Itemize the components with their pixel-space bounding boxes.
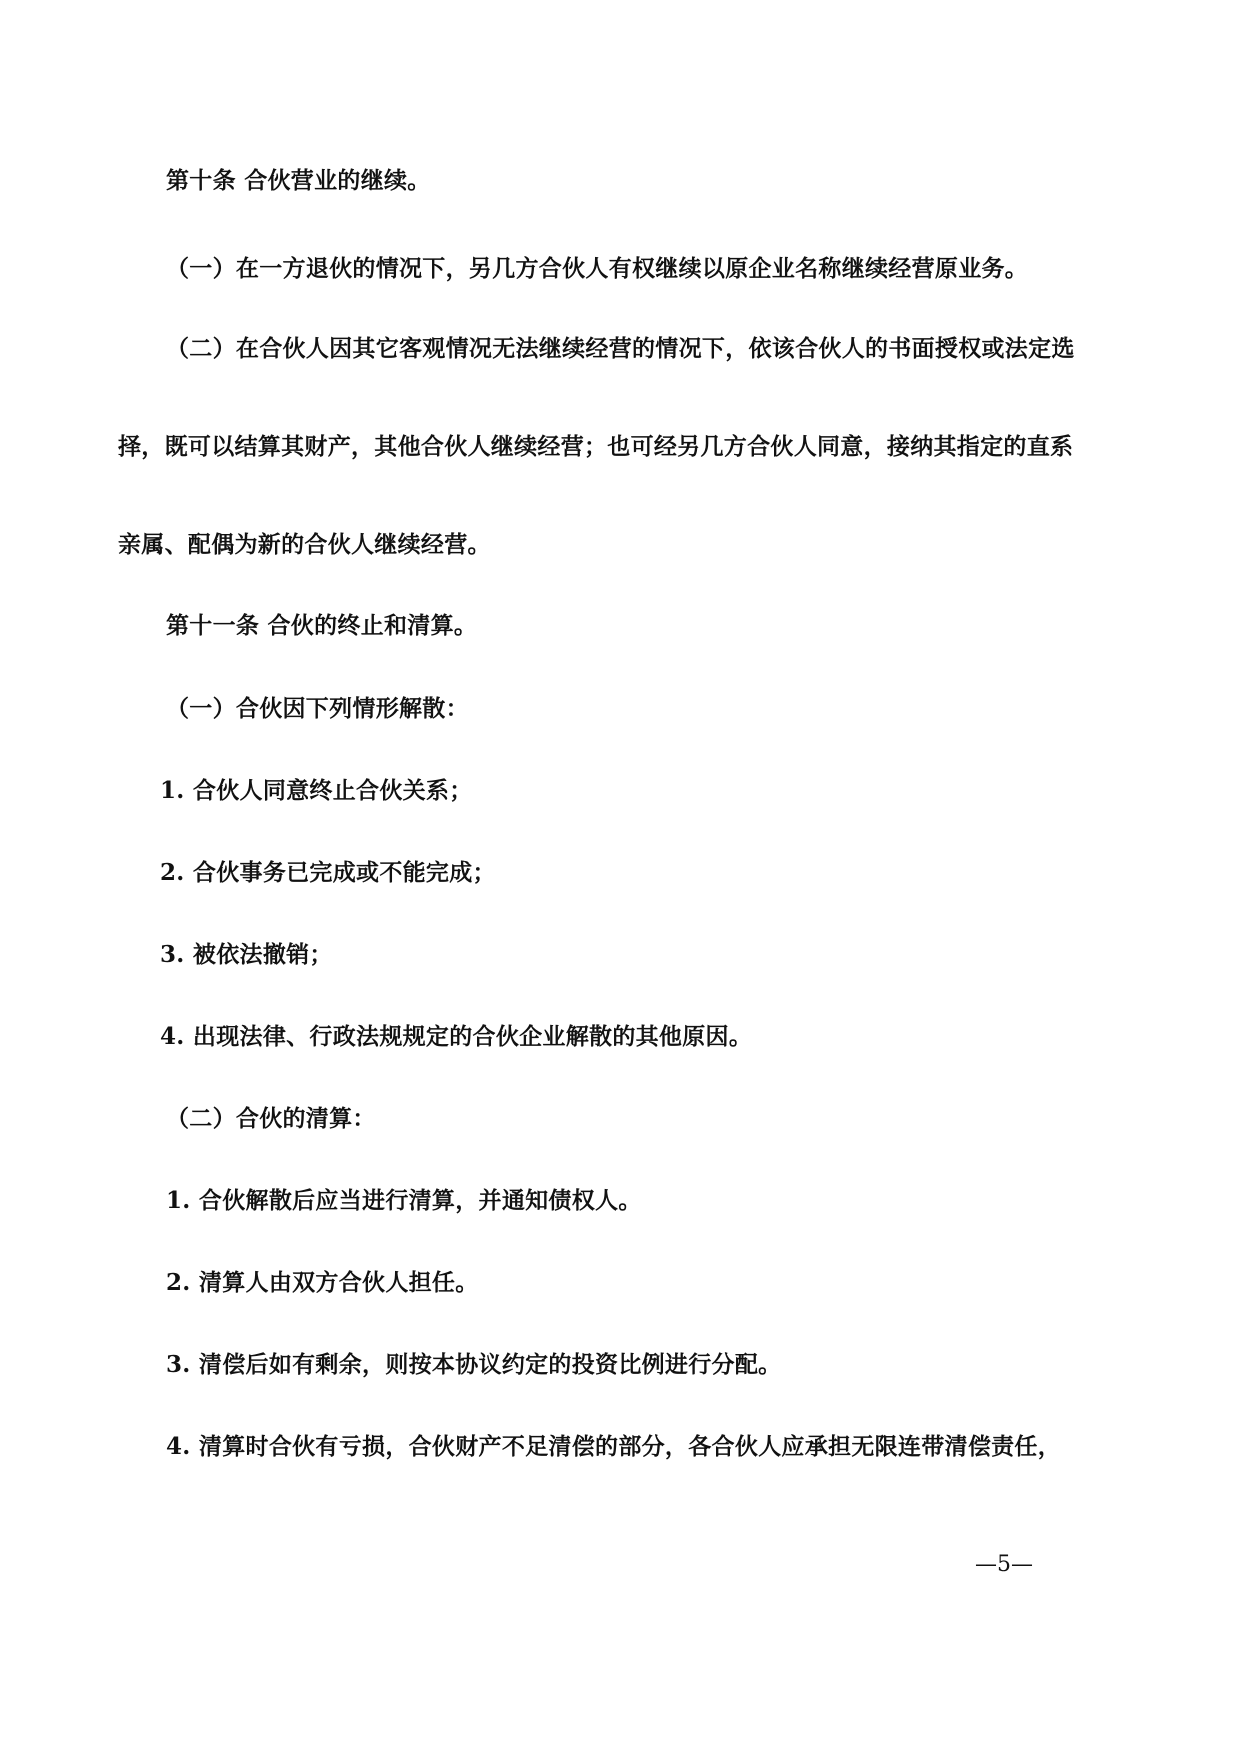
article-10-clause-1: （一）在一方退伙的情况下，另几方合伙人有权继续以原企业名称继续经营原业务。 <box>166 255 1029 282</box>
liquidation-title: （二）合伙的清算： <box>166 1105 376 1132</box>
article-10-clause-2-line-3: 亲属、配偶为新的合伙人继续经营。 <box>118 531 491 558</box>
article-10-heading: 第十条 合伙营业的继续。 <box>166 167 431 194</box>
dissolution-item: 3. 被依法撤销； <box>160 941 333 968</box>
dissolution-item: 4. 出现法律、行政法规规定的合伙企业解散的其他原因。 <box>160 1023 753 1050</box>
liquidation-item: 3. 清偿后如有剩余，则按本协议约定的投资比例进行分配。 <box>166 1351 782 1378</box>
page-number: —5— <box>975 1552 1033 1577</box>
article-10-clause-2-line-1: （二）在合伙人因其它客观情况无法继续经营的情况下，依该合伙人的书面授权或法定选 <box>166 335 1075 362</box>
liquidation-item: 4. 清算时合伙有亏损，合伙财产不足清偿的部分，各合伙人应承担无限连带清偿责任， <box>166 1433 1062 1460</box>
article-10-clause-2-line-2: 择，既可以结算其财产，其他合伙人继续经营；也可经另几方合伙人同意，接纳其指定的直系 <box>118 433 1074 460</box>
liquidation-item: 2. 清算人由双方合伙人担任。 <box>166 1269 479 1296</box>
dissolution-title: （一）合伙因下列情形解散： <box>166 695 469 722</box>
dissolution-item: 2. 合伙事务已完成或不能完成； <box>160 859 496 886</box>
article-11-heading: 第十一条 合伙的终止和清算。 <box>166 612 478 639</box>
dissolution-item: 1. 合伙人同意终止合伙关系； <box>160 777 473 804</box>
liquidation-item: 1. 合伙解散后应当进行清算，并通知债权人。 <box>166 1187 642 1214</box>
